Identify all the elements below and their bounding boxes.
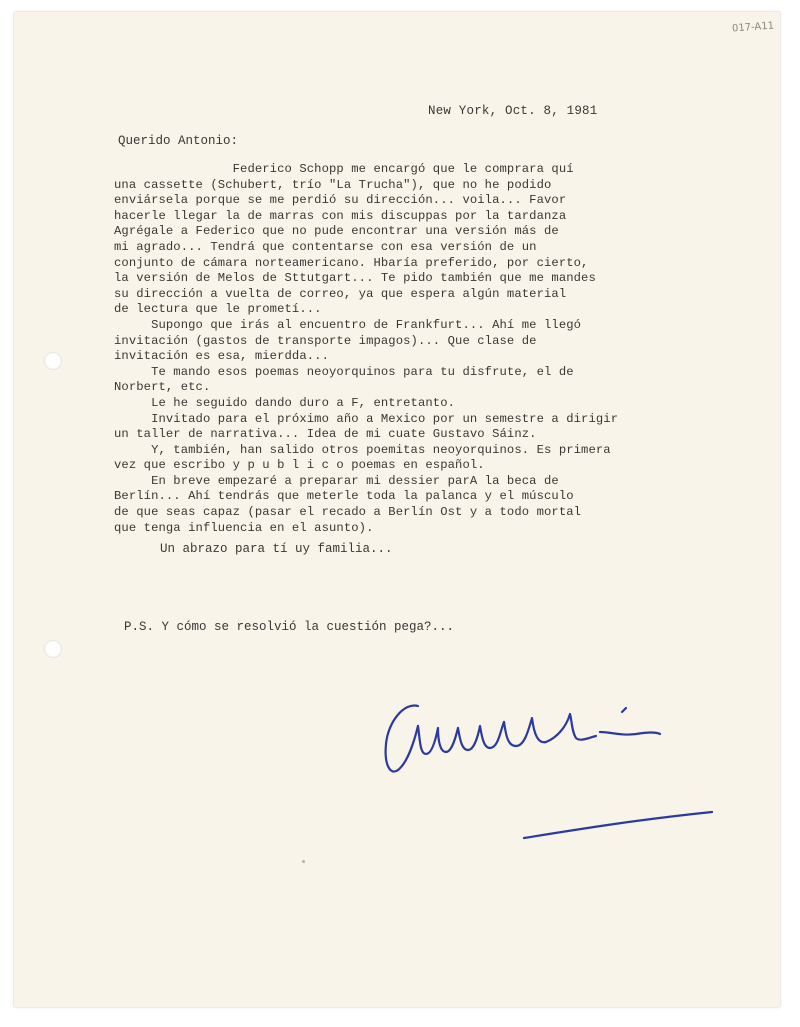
body-line: de lectura que le prometí... — [114, 302, 322, 317]
body-line: Berlín... Ahí tendrás que meterle toda la palanca y el músculo — [114, 489, 574, 504]
body-line: su dirección a vuelta de correo, ya que espera algún material — [114, 286, 567, 301]
body-line: hacerle llegar la de marras con mis discuppas por la tardanza — [114, 208, 567, 223]
punch-hole-bottom — [44, 640, 62, 658]
salutation: Querido Antonio: — [118, 134, 239, 148]
punch-hole-top — [44, 352, 62, 370]
body-line: un taller de narrativa... Idea de mi cuate Gustavo Sáinz. — [114, 427, 537, 442]
body-line: Le he seguido dando duro a F, entretanto. — [114, 395, 456, 410]
body-line: Norbert, etc. — [114, 380, 211, 395]
body-line: vez que escribo y p u b l i c o poemas en español. — [114, 458, 485, 473]
letter-date: New York, Oct. 8, 1981 — [428, 104, 598, 118]
body-line: Invitado para el próximo año a Mexico por un semestre a dirigir — [114, 411, 619, 426]
body-line: enviársela porque se me perdió su dirección... voila... Favor — [114, 193, 567, 208]
archive-number: 017-A11 — [731, 20, 775, 35]
body-line: invitación es esa, mierdda... — [114, 349, 329, 364]
paper-mark — [302, 860, 305, 863]
body-line: una cassette (Schubert, trío "La Trucha"), que no he podido — [114, 177, 552, 192]
postscript: P.S. Y cómo se resolvió la cuestión pega?... — [124, 620, 455, 634]
body-line: Y, también, han salido otros poemitas neoyorquinos. Es primera — [114, 442, 611, 457]
body-line: la versión de Melos de Sttutgart... Te pido también que me mandes — [114, 271, 596, 286]
letter-paper — [14, 12, 780, 1007]
closing: Un abrazo para tí uy familia... — [160, 542, 393, 556]
body-line: que tenga influencia en el asunto). — [114, 520, 374, 535]
body-line: mi agrado... Tendrá que contentarse con esa versión de un — [114, 239, 537, 254]
body-line: En breve empezaré a preparar mi dessier parA la beca de — [114, 473, 559, 488]
body-line: Supongo que irás al encuentro de Frankfurt... Ahí me llegó — [114, 317, 582, 332]
handwritten-signature — [374, 692, 734, 872]
body-line: Te mando esos poemas neoyorquinos para tu disfrute, el de — [114, 364, 574, 379]
body-line: Federico Schopp me encargó que le comprara quí — [114, 162, 574, 176]
body-line: conjunto de cámara norteamericano. Hbaría preferido, por cierto, — [114, 255, 589, 270]
letter-body — [114, 162, 754, 536]
body-line: de que seas capaz (pasar el recado a Berlín Ost y a todo mortal — [114, 505, 582, 520]
body-line: Agrégale a Federico que no pude encontrar una versión más de — [114, 224, 559, 239]
body-line: invitación (gastos de transporte impagos)... Que clase de — [114, 333, 537, 348]
